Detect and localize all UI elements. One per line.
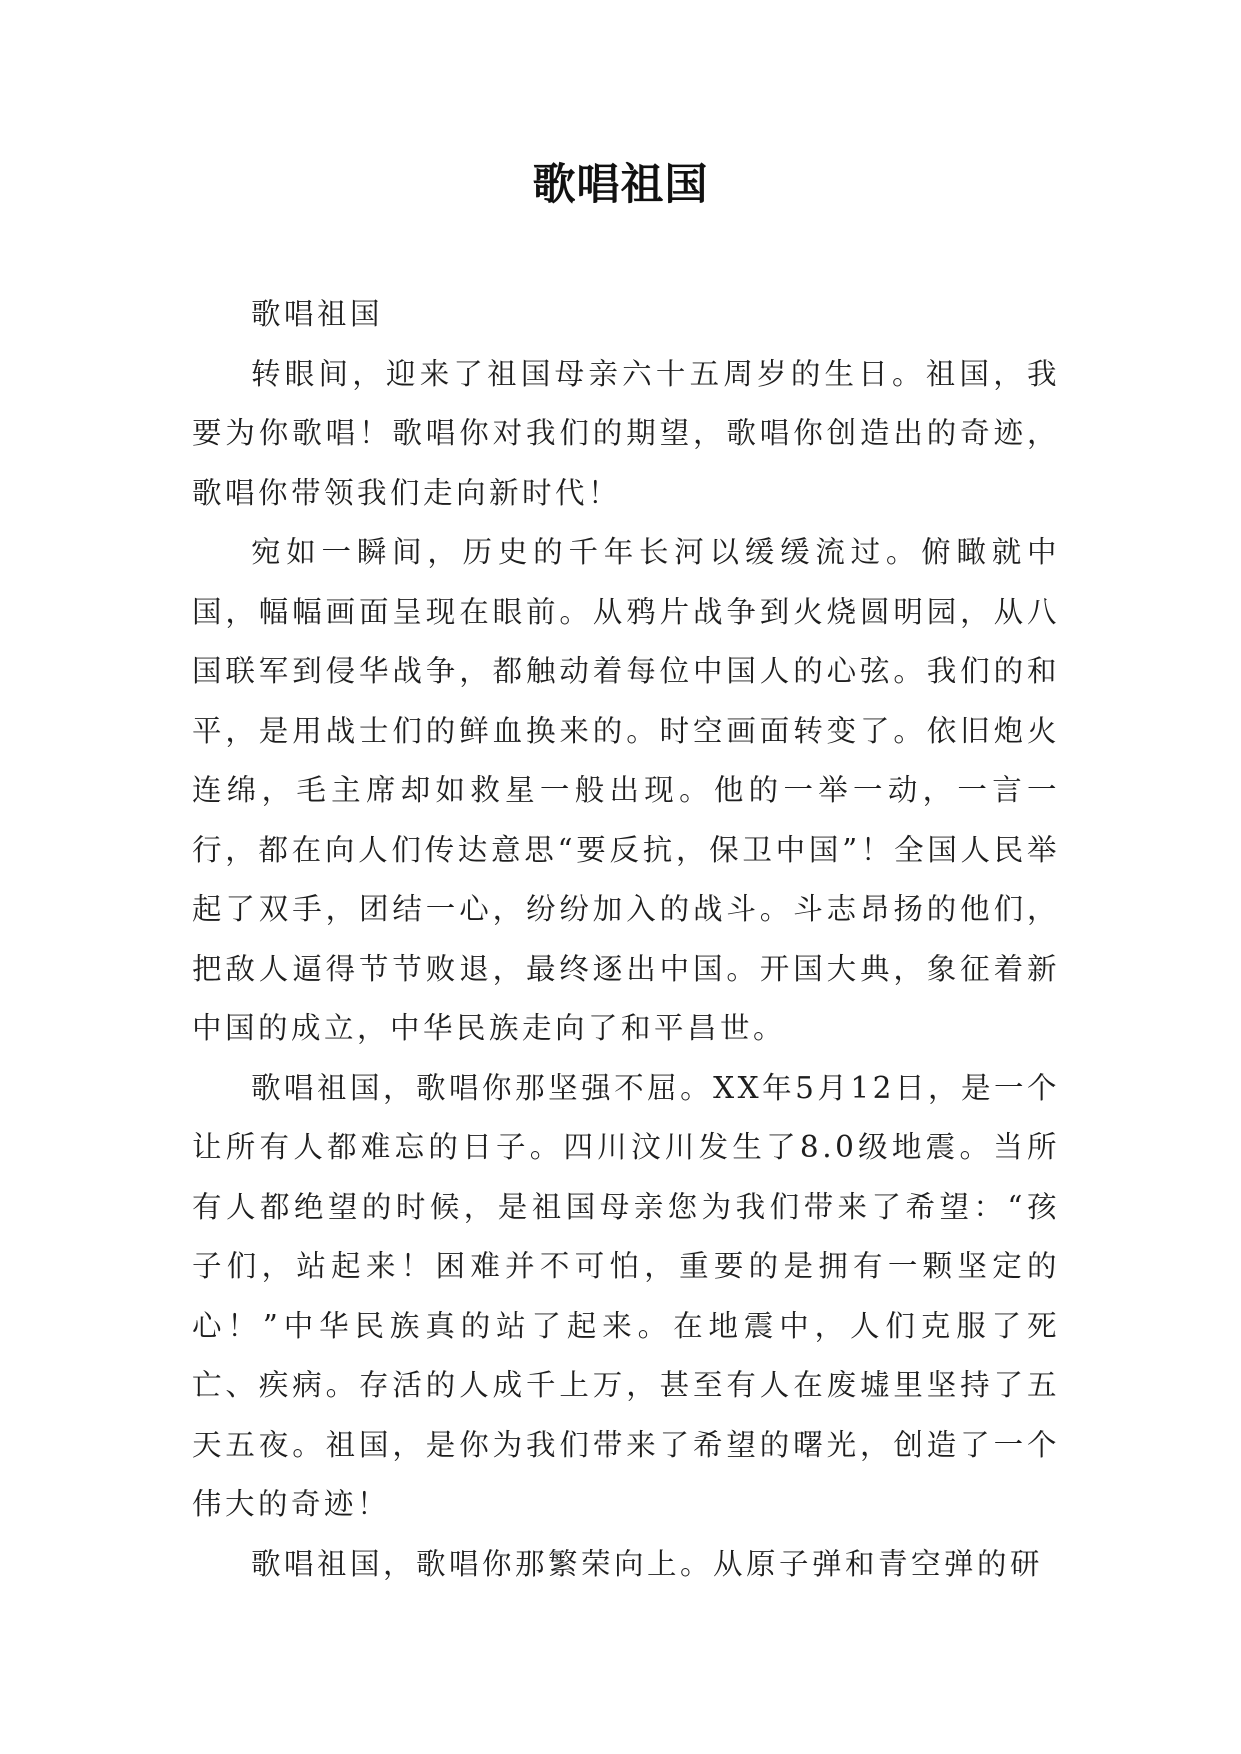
paragraph: 宛如一瞬间，历史的千年长河以缓缓流过。俯瞰就中国，幅幅画面呈现在眼前。从鸦片战争到火烧圆明园，从八国联军到侵华战争，都触动着每位中国人的心弦。我们的和平，是用战士们的鲜血换来的。时空画面转变了。依旧炮火连绵，毛主席却如救星一般出现。他的一举一动，一言一行，都在向人们传达意思“要反抗，保卫中国”！全国人民举起了双手，团结一心，纷纷加入的战斗。斗志昂扬的他们，把敌人逼得节节败退，最终逐出中国。开国大典，象征着新中国的成立，中华民族走向了和平昌世。 xyxy=(192,535,1060,1045)
paragraph: 转眼间，迎来了祖国母亲六十五周岁的生日。祖国，我要为你歌唱！歌唱你对我们的期望，歌唱你创造出的奇迹，歌唱你带领我们走向新时代！ xyxy=(192,356,1060,510)
document-body xyxy=(192,285,1060,1594)
paragraph: 歌唱祖国，歌唱你那繁荣向上。从原子弹和青空弹的研 xyxy=(251,1546,1044,1581)
paragraph: 歌唱祖国，歌唱你那坚强不屈。XX年5月12日，是一个让所有人都难忘的日子。四川汶川发生了8.0级地震。当所有人都绝望的时候，是祖国母亲您为我们带来了希望：“孩子们，站起来！困难并不可怕，重要的是拥有一颗坚定的心！”中华民族真的站了起来。在地震中，人们克服了死亡、疾病。存活的人成千上万，甚至有人在废墟里坚持了五天五夜。祖国，是你为我们带来了希望的曙光，创造了一个伟大的奇迹！ xyxy=(192,1070,1060,1521)
paragraph-heading: 歌唱祖国 xyxy=(251,297,384,331)
document-title: 歌唱祖国 xyxy=(532,160,709,210)
